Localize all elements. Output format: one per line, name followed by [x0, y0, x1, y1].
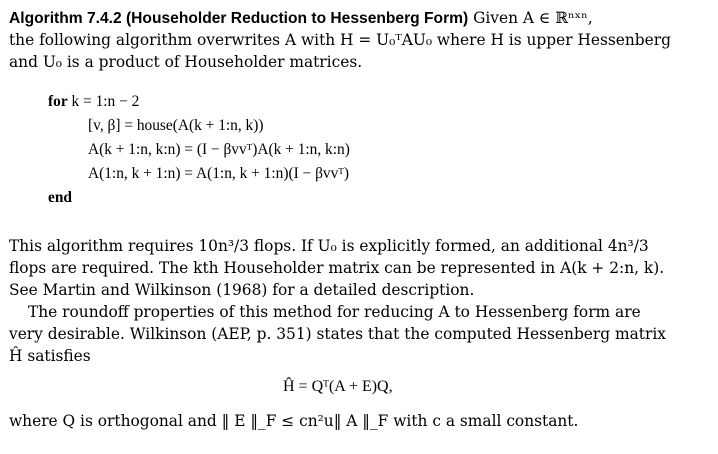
for-header: k = 1:n − 2: [67, 93, 140, 110]
end-keyword: end: [48, 189, 72, 206]
code-for-line: [48, 92, 139, 112]
paragraph2-line-1: The roundoff properties of this method for reducing A to Hessenberg form are: [28, 303, 641, 321]
algorithm-title: Algorithm 7.4.2 (Householder Reduction to Hessenberg Form): [9, 10, 469, 27]
code-line-right-update: A(1:n, k + 1:n) = A(1:n, k + 1:n)(I − βvvᵀ): [88, 165, 350, 182]
paragraph1-line-2: flops are required. The kth Householder matrix can be represented in A(k + 2:n, k).: [9, 259, 665, 277]
display-equation: Ĥ = Qᵀ(A + E)Q,: [283, 378, 393, 395]
code-line-left-update: A(k + 1:n, k:n) = (I − βvvᵀ)A(k + 1:n, k:n): [88, 141, 350, 158]
for-keyword: for: [48, 93, 68, 110]
algorithm-intro-line-3: and U₀ is a product of Householder matrices.: [9, 53, 363, 71]
code-line-house: [v, β] = house(A(k + 1:n, k)): [88, 117, 264, 134]
algorithm-intro-tail: Given A ∈ ℝⁿˣⁿ,: [468, 9, 593, 27]
closing-sentence: where Q is orthogonal and ‖ E ‖_F ≤ cn²u‖ A ‖_F with c a small constant.: [9, 412, 579, 430]
paragraph2-line-2: very desirable. Wilkinson (AEP, p. 351) states that the computed Hessenberg matrix: [9, 325, 666, 343]
algorithm-intro-line-2: the following algorithm overwrites A with H = U₀ᵀAU₀ where H is upper Hessenberg: [9, 31, 671, 49]
paragraph2-line-3: Ĥ satisfies: [9, 347, 91, 365]
paragraph1-line-1: This algorithm requires 10n³/3 flops. If U₀ is explicitly formed, an additional 4n³/3: [9, 237, 649, 255]
algorithm-heading-line: [9, 8, 593, 29]
paragraph1-line-3: See Martin and Wilkinson (1968) for a detailed description.: [9, 281, 475, 299]
